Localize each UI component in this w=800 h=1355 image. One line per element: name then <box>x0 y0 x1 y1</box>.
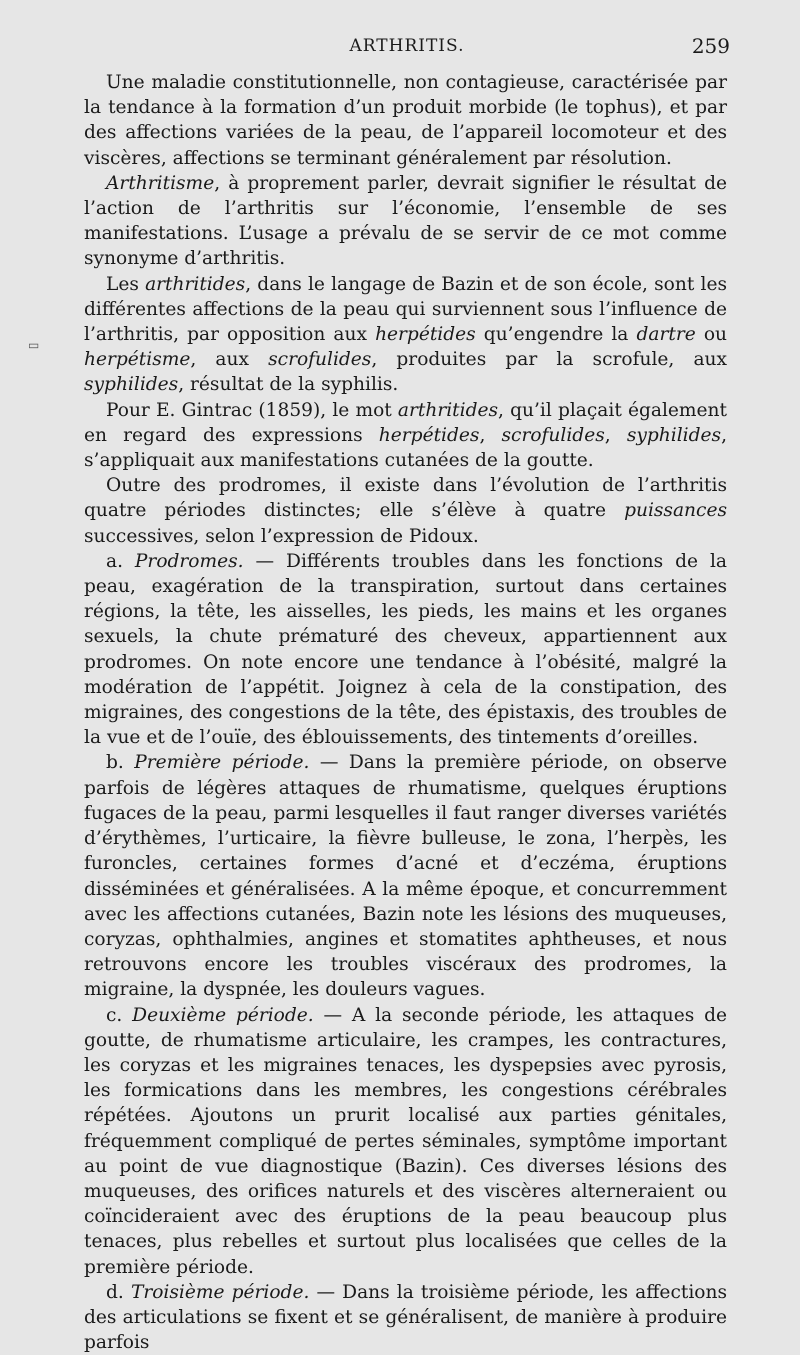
paragraph <box>84 70 727 171</box>
italic-term: Première période. <box>134 752 310 774</box>
italic-term: syphilides <box>626 424 722 446</box>
body-text <box>84 70 727 1355</box>
text-run: qu’engendre la <box>475 324 637 346</box>
paragraph <box>84 1003 727 1280</box>
text-run: Les <box>106 273 146 295</box>
italic-term: arthritides <box>397 399 499 421</box>
text-run: , <box>604 424 627 446</box>
page-number: 259 <box>691 34 730 58</box>
paragraph <box>84 750 727 1002</box>
paragraph <box>84 1280 727 1355</box>
text-run: , dans le langage de Bazin et de son école, sont les différentes affections de la peau qui surviennent sous l’influence de l’arthritis, par opposition aux <box>84 273 727 346</box>
text-run: , produites par la scrofule, aux <box>371 349 727 371</box>
text-run: , <box>479 424 502 446</box>
margin-pencil-mark: ▭ <box>28 338 40 352</box>
text-run: a. <box>106 550 135 572</box>
italic-term: scrofulides <box>268 349 372 371</box>
italic-term: dartre <box>636 324 696 346</box>
text-run: , qu’il plaçait également en regard des expressions <box>84 399 727 446</box>
text-run: — A la seconde période, les attaques de goutte, de rhumatisme articulaire, les crampes, les contractures, les coryzas et les migraines tenaces, les dyspepsies avec pyrosis, les formications dans les membres, les congestions cérébrales répétées. Ajoutons un prurit localisé aux parties génitales, fréquemment compliqué de pertes séminales, symptôme important au point de vue diagnostique (Bazin). Ces diverses lésions des muqueuses, des orifices naturels et des viscères alterneraient ou coïncideraient avec des éruptions de la peau beaucoup plus tenaces, plus rebelles et surtout plus localisées que celles de la première période. <box>84 1004 727 1278</box>
paragraph <box>84 272 727 398</box>
italic-term: herpétides <box>375 324 476 346</box>
italic-term: Prodromes. <box>134 550 244 572</box>
text-run: — Différents troubles dans les fonctions de la peau, exagération de la transpiration, surtout dans certaines régions, la tête, les aisselles, les pieds, les mains et les organes sexuels, la chute prématuré des cheveux, appartiennent aux prodromes. On note encore une tendance à l’obésité, malgré la modération de l’appétit. Joignez à cela de la constipation, des migraines, des congestions de la tête, des épistaxis, des troubles de la vue et de l’ouïe, des éblouissements, des tintements d’oreilles. <box>84 550 727 749</box>
text-run: , à proprement parler, devrait signifier le résultat de l’action de l’arthritis sur l’économie, l’ensemble de ses manifestations. L’usage a prévalu de se servir de ce mot comme synonyme d’arthritis. <box>84 172 727 270</box>
italic-term: Troisième période. <box>130 1281 310 1303</box>
text-run: b. <box>106 752 135 774</box>
text-run: , s’appliquait aux manifestations cutanées de la goutte. <box>84 424 727 472</box>
text-run: — Dans la première période, on observe parfois de légères attaques de rhumatisme, quelques éruptions fugaces de la peau, parmi lesquelles il faut ranger diverses variétés d’érythèmes, l’urticaire, la fièvre bulleuse, le zona, l’herpès, les furoncles, certaines formes d’acné et d’eczéma, éruptions disséminées et généralisées. A la même époque, et concurremment avec les affections cutanées, Bazin note les lésions des muqueuses, coryzas, ophthalmies, angines et stomatites aphtheuses, et nous retrouvons encore les troubles viscéraux des prodromes, la migraine, la dyspnée, les douleurs vagues. <box>84 752 727 1001</box>
text-run: , aux <box>190 349 269 371</box>
text-run: — Dans la troisième période, les affections des articulations se fixent et se généralisent, de manière à produire parfois <box>84 1281 727 1354</box>
text-run: Une maladie constitutionnelle, non contagieuse, caractérisée par la tendance à la formation d’un produit morbide (le tophus), et par des affections variées de la peau, de l’appareil locomoteur et des viscères, affections se terminant généralement par résolution. <box>84 72 727 169</box>
text-run: ou <box>695 324 727 346</box>
italic-term: Arthritisme <box>106 172 215 194</box>
italic-term: Deuxième période. <box>132 1004 314 1026</box>
italic-term: puissances <box>624 500 727 522</box>
italic-term: syphilides <box>84 374 179 396</box>
paragraph <box>84 171 727 272</box>
italic-term: herpétides <box>378 424 480 446</box>
text-run: d. <box>106 1281 131 1303</box>
running-title: ARTHRITIS. <box>349 36 465 56</box>
text-run: , résultat de la syphilis. <box>178 374 399 396</box>
italic-term: arthritides <box>145 273 246 295</box>
text-run: c. <box>106 1004 133 1026</box>
italic-term: herpétisme <box>84 349 191 371</box>
text-run: Outre des prodromes, il existe dans l’évolution de l’arthritis quatre périodes distinctes; elle s’élève à quatre <box>84 475 727 522</box>
text-run: Pour E. Gintrac (1859), le mot <box>106 399 398 421</box>
paragraph <box>84 398 727 474</box>
text-run: successives, selon l’expression de Pidoux. <box>84 525 479 547</box>
page-header <box>84 34 730 60</box>
italic-term: scrofulides <box>501 424 605 446</box>
paragraph <box>84 473 727 549</box>
paragraph <box>84 549 727 751</box>
